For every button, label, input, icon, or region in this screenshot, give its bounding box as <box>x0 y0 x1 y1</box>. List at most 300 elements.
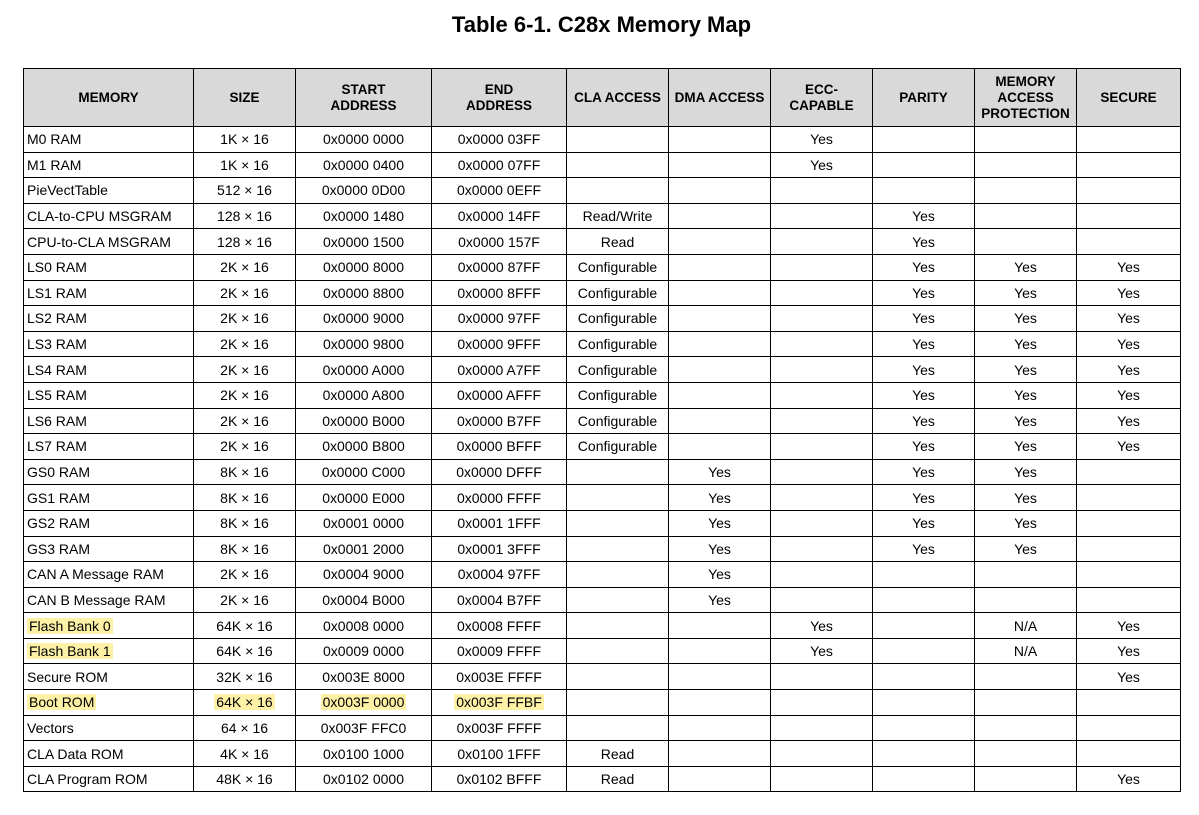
cell-text: Yes <box>1014 540 1037 557</box>
table-row <box>24 152 1181 178</box>
cell-text: PieVectTable <box>27 182 108 199</box>
cell-text: 0x0000 AFFF <box>456 387 542 404</box>
cell-cla-access <box>567 485 669 511</box>
cell-text: 0x0000 0400 <box>323 156 404 173</box>
table-row <box>24 664 1181 690</box>
cell-dma-access <box>669 562 771 588</box>
cell-parity <box>873 203 975 229</box>
cell-ecc-capable <box>771 613 873 639</box>
cell-text: 0x0001 3FFF <box>457 540 541 557</box>
cell-dma-access <box>669 587 771 613</box>
cell-start-address <box>296 280 432 306</box>
cell-dma-access <box>669 485 771 511</box>
cell-start-address <box>296 203 432 229</box>
cell-end-address <box>432 741 567 767</box>
cell-text: 128 × 16 <box>217 233 272 250</box>
table-row <box>24 741 1181 767</box>
cell-text: GS1 RAM <box>27 489 91 506</box>
cell-start-address <box>296 638 432 664</box>
cell-text: Yes <box>708 515 731 532</box>
cell-text: 0x003F FFBF <box>456 694 542 711</box>
cell-secure <box>1077 638 1181 664</box>
cell-start-address <box>296 485 432 511</box>
cell-memory <box>24 331 194 357</box>
cell-text: N/A <box>1013 617 1038 634</box>
header-memory-access-protection: MEMORY ACCESS PROTECTION <box>975 69 1077 127</box>
cell-secure <box>1077 127 1181 153</box>
cell-text: Yes <box>708 489 731 506</box>
cell-memory-access-protection <box>975 434 1077 460</box>
cell-memory-access-protection <box>975 510 1077 536</box>
table-row <box>24 331 1181 357</box>
cell-secure <box>1077 152 1181 178</box>
cell-text: 1K × 16 <box>220 131 269 148</box>
header-end-address: END ADDRESS <box>432 69 567 127</box>
cell-text: LS2 RAM <box>27 310 87 327</box>
cell-secure <box>1077 254 1181 280</box>
cell-parity <box>873 715 975 741</box>
cell-end-address <box>432 536 567 562</box>
cell-parity <box>873 459 975 485</box>
table-row <box>24 485 1181 511</box>
cell-memory <box>24 254 194 280</box>
header-dma-access: DMA ACCESS <box>669 69 771 127</box>
cell-text: Vectors <box>27 719 74 736</box>
cell-dma-access <box>669 280 771 306</box>
cell-text: 0x003F FFC0 <box>320 719 407 736</box>
cell-secure <box>1077 613 1181 639</box>
cell-size <box>194 306 296 332</box>
cell-dma-access <box>669 690 771 716</box>
cell-text: 2K × 16 <box>220 310 269 327</box>
cell-text: 4K × 16 <box>220 745 269 762</box>
cell-text: 0x0000 DFFF <box>456 464 542 481</box>
cell-cla-access <box>567 766 669 792</box>
cell-memory <box>24 741 194 767</box>
cell-dma-access <box>669 331 771 357</box>
cell-text: Yes <box>708 591 731 608</box>
cell-memory <box>24 485 194 511</box>
cell-text: Boot ROM <box>29 694 95 711</box>
cell-secure <box>1077 357 1181 383</box>
cell-memory <box>24 638 194 664</box>
cell-memory <box>24 357 194 383</box>
cell-text: 64K × 16 <box>216 643 273 660</box>
table-row <box>24 587 1181 613</box>
table-row <box>24 408 1181 434</box>
cell-end-address <box>432 485 567 511</box>
cell-parity <box>873 638 975 664</box>
cell-text: 0x0000 14FF <box>457 208 541 225</box>
cell-ecc-capable <box>771 203 873 229</box>
cell-size <box>194 638 296 664</box>
cell-dma-access <box>669 382 771 408</box>
cell-text: 0x0000 FFFF <box>456 489 542 506</box>
cell-cla-access <box>567 229 669 255</box>
cell-text: 0x0000 8000 <box>323 259 404 276</box>
cell-text: Yes <box>810 617 833 634</box>
cell-text: Configurable <box>577 412 658 429</box>
table-row <box>24 766 1181 792</box>
header-row <box>24 69 1181 127</box>
table-row <box>24 690 1181 716</box>
cell-text: 0x0100 1FFF <box>457 745 541 762</box>
cell-text: Yes <box>912 464 935 481</box>
cell-cla-access <box>567 306 669 332</box>
cell-secure <box>1077 382 1181 408</box>
cell-memory-access-protection <box>975 178 1077 204</box>
cell-ecc-capable <box>771 562 873 588</box>
cell-secure <box>1077 536 1181 562</box>
cell-text: Yes <box>1117 336 1140 353</box>
cell-size <box>194 664 296 690</box>
cell-size <box>194 459 296 485</box>
cell-dma-access <box>669 254 771 280</box>
cell-text: 2K × 16 <box>220 336 269 353</box>
cell-memory-access-protection <box>975 587 1077 613</box>
cell-start-address <box>296 331 432 357</box>
cell-secure <box>1077 434 1181 460</box>
cell-text: 0x0004 9000 <box>323 566 404 583</box>
cell-memory-access-protection <box>975 152 1077 178</box>
cell-cla-access <box>567 715 669 741</box>
cell-start-address <box>296 690 432 716</box>
cell-memory-access-protection <box>975 536 1077 562</box>
cell-end-address <box>432 357 567 383</box>
cell-end-address <box>432 434 567 460</box>
cell-memory <box>24 152 194 178</box>
cell-text: 0x0001 1FFF <box>457 515 541 532</box>
table-row <box>24 306 1181 332</box>
cell-memory-access-protection <box>975 485 1077 511</box>
cell-memory-access-protection <box>975 664 1077 690</box>
cell-text: Yes <box>1014 336 1037 353</box>
cell-cla-access <box>567 690 669 716</box>
table-row <box>24 382 1181 408</box>
cell-size <box>194 408 296 434</box>
cell-text: 2K × 16 <box>220 387 269 404</box>
cell-ecc-capable <box>771 536 873 562</box>
cell-parity <box>873 331 975 357</box>
cell-text: 32K × 16 <box>216 668 273 685</box>
cell-text: Flash Bank 1 <box>29 643 111 660</box>
cell-parity <box>873 434 975 460</box>
cell-cla-access <box>567 203 669 229</box>
cell-cla-access <box>567 741 669 767</box>
cell-text: 0x0000 1480 <box>323 208 404 225</box>
cell-text: 8K × 16 <box>220 464 269 481</box>
cell-start-address <box>296 664 432 690</box>
cell-dma-access <box>669 434 771 460</box>
cell-text: Configurable <box>577 387 658 404</box>
cell-text: 8K × 16 <box>220 540 269 557</box>
cell-dma-access <box>669 357 771 383</box>
cell-memory <box>24 766 194 792</box>
memory-map-table <box>23 68 1181 792</box>
cell-parity <box>873 613 975 639</box>
cell-end-address <box>432 178 567 204</box>
cell-text: 0x0000 97FF <box>457 310 541 327</box>
cell-memory <box>24 382 194 408</box>
cell-parity <box>873 306 975 332</box>
cell-memory-access-protection <box>975 203 1077 229</box>
table-row <box>24 280 1181 306</box>
cell-text: CLA Program ROM <box>27 771 148 788</box>
cell-dma-access <box>669 178 771 204</box>
cell-end-address <box>432 690 567 716</box>
cell-text: Read/Write <box>582 208 653 225</box>
table-row <box>24 715 1181 741</box>
cell-text: 0x0008 FFFF <box>456 617 542 634</box>
cell-text: Yes <box>708 464 731 481</box>
cell-start-address <box>296 229 432 255</box>
cell-text: LS6 RAM <box>27 412 87 429</box>
cell-dma-access <box>669 638 771 664</box>
cell-text: Yes <box>912 259 935 276</box>
cell-text: Yes <box>1117 412 1140 429</box>
cell-text: GS2 RAM <box>27 515 91 532</box>
cell-text: 0x0000 9800 <box>323 336 404 353</box>
cell-text: Yes <box>1014 259 1037 276</box>
cell-start-address <box>296 459 432 485</box>
cell-text: Yes <box>1117 310 1140 327</box>
cell-text: Yes <box>912 208 935 225</box>
cell-size <box>194 178 296 204</box>
cell-text: Yes <box>1117 284 1140 301</box>
cell-text: 0x0100 1000 <box>323 745 404 762</box>
cell-text: 0x0009 FFFF <box>456 643 542 660</box>
cell-parity <box>873 127 975 153</box>
cell-end-address <box>432 459 567 485</box>
cell-memory <box>24 280 194 306</box>
cell-text: 0x0102 0000 <box>323 771 404 788</box>
cell-start-address <box>296 357 432 383</box>
cell-memory <box>24 306 194 332</box>
cell-dma-access <box>669 229 771 255</box>
cell-dma-access <box>669 152 771 178</box>
cell-dma-access <box>669 306 771 332</box>
cell-text: Yes <box>1014 412 1037 429</box>
cell-size <box>194 280 296 306</box>
cell-parity <box>873 408 975 434</box>
cell-memory-access-protection <box>975 254 1077 280</box>
cell-size <box>194 766 296 792</box>
cell-text: 0x0000 BFFF <box>456 438 542 455</box>
cell-start-address <box>296 536 432 562</box>
cell-parity <box>873 536 975 562</box>
cell-dma-access <box>669 127 771 153</box>
cell-text: 0x0000 8800 <box>323 284 404 301</box>
cell-cla-access <box>567 664 669 690</box>
cell-memory <box>24 690 194 716</box>
cell-end-address <box>432 613 567 639</box>
cell-ecc-capable <box>771 434 873 460</box>
cell-size <box>194 434 296 460</box>
cell-size <box>194 613 296 639</box>
cell-end-address <box>432 715 567 741</box>
cell-ecc-capable <box>771 408 873 434</box>
cell-end-address <box>432 229 567 255</box>
cell-ecc-capable <box>771 382 873 408</box>
cell-text: Configurable <box>577 259 658 276</box>
cell-end-address <box>432 254 567 280</box>
cell-size <box>194 562 296 588</box>
cell-text: 1K × 16 <box>220 156 269 173</box>
cell-secure <box>1077 485 1181 511</box>
cell-text: Configurable <box>577 310 658 327</box>
cell-memory-access-protection <box>975 690 1077 716</box>
cell-text: 2K × 16 <box>220 412 269 429</box>
cell-dma-access <box>669 510 771 536</box>
cell-text: Yes <box>1117 771 1140 788</box>
cell-cla-access <box>567 638 669 664</box>
cell-size <box>194 127 296 153</box>
cell-text: LS1 RAM <box>27 284 87 301</box>
cell-text: Yes <box>810 643 833 660</box>
cell-text: Yes <box>1014 310 1037 327</box>
cell-memory <box>24 229 194 255</box>
cell-text: Read <box>600 233 635 250</box>
cell-memory-access-protection <box>975 613 1077 639</box>
cell-secure <box>1077 562 1181 588</box>
cell-cla-access <box>567 587 669 613</box>
cell-memory-access-protection <box>975 741 1077 767</box>
cell-text: Yes <box>912 438 935 455</box>
cell-text: Yes <box>912 515 935 532</box>
cell-text: Yes <box>1117 617 1140 634</box>
cell-secure <box>1077 203 1181 229</box>
cell-start-address <box>296 562 432 588</box>
cell-dma-access <box>669 459 771 485</box>
cell-text: 0x0001 0000 <box>323 515 404 532</box>
cell-end-address <box>432 766 567 792</box>
cell-end-address <box>432 152 567 178</box>
cell-text: 0x0000 A000 <box>322 361 405 378</box>
cell-text: M1 RAM <box>27 156 82 173</box>
cell-text: 0x003F 0000 <box>322 694 405 711</box>
cell-text: 0x0000 E000 <box>322 489 405 506</box>
cell-memory <box>24 203 194 229</box>
cell-text: Yes <box>912 361 935 378</box>
cell-ecc-capable <box>771 638 873 664</box>
cell-text: Yes <box>912 387 935 404</box>
cell-ecc-capable <box>771 715 873 741</box>
cell-memory-access-protection <box>975 127 1077 153</box>
cell-text: LS7 RAM <box>27 438 87 455</box>
cell-text: CPU-to-CLA MSGRAM <box>27 233 171 250</box>
table-row <box>24 459 1181 485</box>
cell-dma-access <box>669 741 771 767</box>
cell-text: 0x0004 B7FF <box>456 591 542 608</box>
cell-text: Yes <box>912 412 935 429</box>
cell-parity <box>873 510 975 536</box>
cell-cla-access <box>567 127 669 153</box>
cell-text: 0x0004 97FF <box>457 566 541 583</box>
cell-cla-access <box>567 408 669 434</box>
cell-start-address <box>296 510 432 536</box>
cell-secure <box>1077 741 1181 767</box>
cell-text: 0x0008 0000 <box>323 617 404 634</box>
cell-end-address <box>432 587 567 613</box>
cell-end-address <box>432 382 567 408</box>
header-start-address: START ADDRESS <box>296 69 432 127</box>
cell-start-address <box>296 306 432 332</box>
cell-text: 0x0000 0D00 <box>321 182 406 199</box>
table-row <box>24 357 1181 383</box>
cell-size <box>194 254 296 280</box>
cell-text: Yes <box>708 540 731 557</box>
cell-text: 0x0004 B000 <box>322 591 405 608</box>
table-row <box>24 178 1181 204</box>
cell-memory-access-protection <box>975 306 1077 332</box>
cell-text: Yes <box>810 156 833 173</box>
cell-end-address <box>432 280 567 306</box>
cell-text: 2K × 16 <box>220 259 269 276</box>
cell-cla-access <box>567 152 669 178</box>
cell-memory-access-protection <box>975 331 1077 357</box>
cell-secure <box>1077 280 1181 306</box>
cell-text: Yes <box>1117 643 1140 660</box>
cell-dma-access <box>669 203 771 229</box>
cell-text: 0x0000 157F <box>458 233 540 250</box>
header-parity: PARITY <box>873 69 975 127</box>
cell-text: Yes <box>708 566 731 583</box>
cell-dma-access <box>669 766 771 792</box>
cell-text: Configurable <box>577 361 658 378</box>
cell-start-address <box>296 741 432 767</box>
cell-memory-access-protection <box>975 229 1077 255</box>
cell-size <box>194 536 296 562</box>
cell-size <box>194 690 296 716</box>
cell-text: 8K × 16 <box>220 489 269 506</box>
cell-text: Yes <box>1117 259 1140 276</box>
cell-text: LS0 RAM <box>27 259 87 276</box>
cell-text: 0x0000 0EFF <box>456 182 542 199</box>
cell-parity <box>873 382 975 408</box>
cell-parity <box>873 587 975 613</box>
cell-ecc-capable <box>771 664 873 690</box>
cell-secure <box>1077 229 1181 255</box>
cell-end-address <box>432 331 567 357</box>
cell-ecc-capable <box>771 178 873 204</box>
cell-end-address <box>432 306 567 332</box>
cell-secure <box>1077 664 1181 690</box>
cell-text: CLA-to-CPU MSGRAM <box>27 208 172 225</box>
cell-size <box>194 229 296 255</box>
table-row <box>24 203 1181 229</box>
cell-end-address <box>432 127 567 153</box>
cell-secure <box>1077 178 1181 204</box>
cell-text: 0x003E FFFF <box>456 668 542 685</box>
cell-text: 0x0000 B000 <box>322 412 405 429</box>
cell-cla-access <box>567 434 669 460</box>
cell-parity <box>873 562 975 588</box>
cell-size <box>194 741 296 767</box>
cell-text: 0x0102 BFFF <box>456 771 542 788</box>
cell-size <box>194 510 296 536</box>
cell-secure <box>1077 408 1181 434</box>
cell-text: Read <box>600 771 635 788</box>
cell-text: Yes <box>1014 464 1037 481</box>
cell-text: Flash Bank 0 <box>29 617 111 634</box>
cell-memory-access-protection <box>975 408 1077 434</box>
cell-text: 8K × 16 <box>220 515 269 532</box>
cell-text: 2K × 16 <box>220 566 269 583</box>
cell-memory-access-protection <box>975 357 1077 383</box>
cell-secure <box>1077 690 1181 716</box>
cell-text: 0x003E 8000 <box>322 668 405 685</box>
cell-text: Yes <box>1014 489 1037 506</box>
